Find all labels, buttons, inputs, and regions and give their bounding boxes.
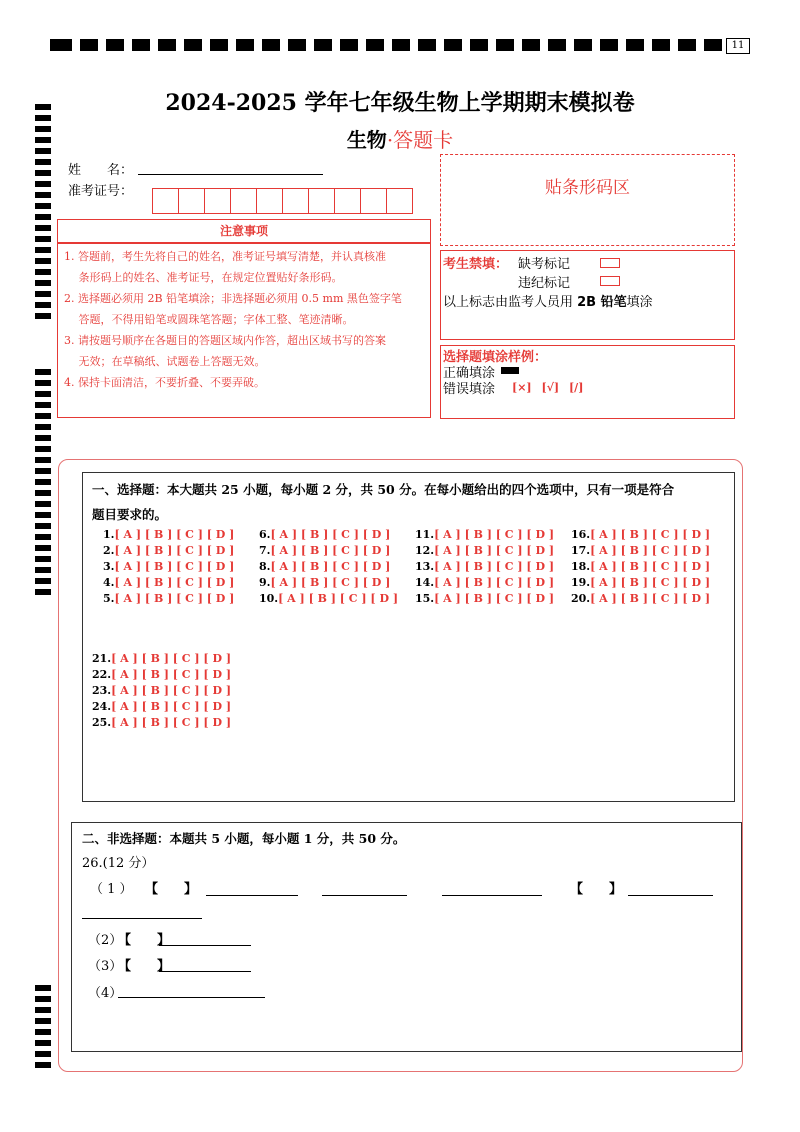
part-1-label: （ 1 ） [90,882,133,897]
answer-options[interactable]: [ A ] [ B ] [ C ] [ D ] [434,576,555,589]
violation-label: 违纪标记 [518,276,571,291]
question-number: 8. [259,560,271,573]
answer-options[interactable]: [ A ] [ B ] [ C ] [ D ] [114,528,235,541]
choice-question-14[interactable] [415,576,554,589]
violation-mark-box[interactable] [600,276,620,286]
answer-options[interactable]: [ A ] [ B ] [ C ] [ D ] [111,668,232,681]
answer-options[interactable]: [ A ] [ B ] [ C ] [ D ] [434,528,555,541]
barcode-area [440,154,735,246]
choice-section [82,472,735,802]
notice-list [64,246,429,393]
choice-question-23[interactable] [92,684,231,697]
part-4-blank[interactable] [118,996,265,998]
answer-options[interactable]: [ A ] [ B ] [ C ] [ D ] [114,544,235,557]
id-label: 准考证号： [68,184,134,199]
answer-options[interactable]: [ A ] [ B ] [ C ] [ D ] [270,528,391,541]
choice-question-18[interactable] [571,560,710,573]
question-number: 23. [92,684,112,697]
answer-options[interactable]: [ A ] [ B ] [ C ] [ D ] [111,684,232,697]
question-number: 16. [571,528,591,541]
part-1-blank-5[interactable] [82,917,202,919]
sample-title: 选择题填涂样例： [443,350,548,365]
notice-item: 4. 保持卡面清洁，不要折叠、不要弄破。 [64,376,265,389]
choice-question-2[interactable] [103,544,234,557]
answer-options[interactable]: [ A ] [ B ] [ C ] [ D ] [434,592,555,605]
choice-question-15[interactable] [415,592,554,605]
answer-options[interactable]: [ A ] [ B ] [ C ] [ D ] [114,560,235,573]
choice-question-17[interactable] [571,544,710,557]
part-4-label: （4） [88,986,123,1001]
timing-marks-left-2 [35,369,51,595]
answer-options[interactable]: [ A ] [ B ] [ C ] [ D ] [434,544,555,557]
id-boxes[interactable] [153,188,413,214]
answer-options[interactable]: [ A ] [ B ] [ C ] [ D ] [111,652,232,665]
notice-title: 注意事项 [219,224,268,238]
choice-question-25[interactable] [92,716,231,729]
question-number: 4. [103,576,115,589]
absent-mark-box[interactable] [600,258,620,268]
part-2-blank[interactable] [159,944,251,946]
choice-question-22[interactable] [92,668,231,681]
question-number: 5. [103,592,115,605]
question-number: 15. [415,592,435,605]
question-number: 24. [92,700,112,713]
notice-item: 3. 请按题号顺序在各题目的答题区域内作答，超出区域书写的答案 [64,334,386,347]
choice-question-12[interactable] [415,544,554,557]
question-number: 3. [103,560,115,573]
question-number: 19. [571,576,591,589]
notice-item: 无效；在草稿纸、试题卷上答题无效。 [64,355,266,368]
question-number: 13. [415,560,435,573]
answer-options[interactable]: [ A ] [ B ] [ C ] [ D ] [114,592,235,605]
answer-options[interactable]: [ A ] [ B ] [ C ] [ D ] [590,544,711,557]
question-number: 14. [415,576,435,589]
question-number: 6. [259,528,271,541]
answer-options[interactable]: [ A ] [ B ] [ C ] [ D ] [270,576,391,589]
choice-question-4[interactable] [103,576,234,589]
part-1-blank-1[interactable] [206,894,298,896]
choice-question-13[interactable] [415,560,554,573]
notice-item: 条形码上的姓名、准考证号，在规定位置贴好条形码。 [64,271,343,284]
answer-options[interactable]: [ A ] [ B ] [ C ] [ D ] [270,544,391,557]
choice-question-6[interactable] [259,528,390,541]
part-1-bracket-b[interactable]: 【 】 [570,882,623,897]
question-number: 21. [92,652,112,665]
answer-options[interactable]: [ A ] [ B ] [ C ] [ D ] [590,560,711,573]
question-number: 20. [571,592,591,605]
choice-question-10[interactable] [259,592,398,605]
sample-wrong-label: 错误填涂 [443,382,496,397]
part-3-blank[interactable] [159,970,251,972]
choice-question-24[interactable] [92,700,231,713]
sample-wrong-marks: [×] [√] [/] [512,381,584,394]
part-3-bracket[interactable]: 【 】 [118,959,171,974]
answer-options[interactable]: [ A ] [ B ] [ C ] [ D ] [590,576,711,589]
sample-correct-mark [501,367,519,374]
part-2-label: （2） [88,933,123,948]
question-number: 17. [571,544,591,557]
question-number: 7. [259,544,271,557]
choice-question-7[interactable] [259,544,390,557]
notice-item: 2. 选择题必须用 2B 铅笔填涂；非选择题必须用 0.5 mm 黑色签字笔 [64,292,402,305]
question-number: 10. [259,592,279,605]
part-1-blank-4[interactable] [628,894,713,896]
question-number: 11. [415,528,435,541]
page-subtitle: 生物·答题卡 [346,128,454,152]
choice-question-21[interactable] [92,652,231,665]
part-2-bracket[interactable]: 【 】 [118,933,171,948]
choice-question-1[interactable] [103,528,234,541]
choice-question-9[interactable] [259,576,390,589]
page-title: 2024-2025 学年七年级生物上学期期末模拟卷 [165,90,635,116]
answer-options[interactable]: [ A ] [ B ] [ C ] [ D ] [434,560,555,573]
barcode-label: 贴条形码区 [545,178,630,198]
part-1-bracket-a[interactable]: 【 】 [145,882,198,897]
absent-label: 缺考标记 [518,257,571,272]
choice-heading-1: 一、选择题：本大题共 25 小题，每小题 2 分，共 50 分。在每小题给出的四个选项中，只有一项是符合 [92,482,675,497]
choice-question-11[interactable] [415,528,554,541]
question-number: 25. [92,716,112,729]
question-number: 22. [92,668,112,681]
choice-heading-2: 题目要求的。 [92,507,168,522]
answer-options[interactable]: [ A ] [ B ] [ C ] [ D ] [590,592,711,605]
question-number: 9. [259,576,271,589]
forbid-note: 以上标志由监考人员用 2B 铅笔填涂 [443,295,653,310]
timing-marks-top [50,39,750,51]
notice-item: 1. 答题前，考生先将自己的姓名，准考证号填写清楚，并认真核准 [64,250,386,263]
answer-options[interactable]: [ A ] [ B ] [ C ] [ D ] [111,700,232,713]
name-field[interactable] [138,174,323,175]
part-3-label: （3） [88,959,123,974]
question-number: 1. [103,528,115,541]
answer-options[interactable]: [ A ] [ B ] [ C ] [ D ] [111,716,232,729]
answer-options[interactable]: [ A ] [ B ] [ C ] [ D ] [270,560,391,573]
question-26-label: 26.(12 分） [82,856,155,871]
question-number: 2. [103,544,115,557]
nonchoice-section [71,822,742,1052]
choice-question-5[interactable] [103,592,234,605]
sample-correct-label: 正确填涂 [443,366,496,381]
question-number: 12. [415,544,435,557]
choice-question-20[interactable] [571,592,710,605]
choice-question-19[interactable] [571,576,710,589]
page-number: 11 [726,38,750,54]
timing-marks-left-3 [35,985,51,1068]
answer-options[interactable]: [ A ] [ B ] [ C ] [ D ] [590,528,711,541]
forbid-label: 考生禁填： [443,257,509,272]
nonchoice-heading: 二、非选择题：本题共 5 小题，每小题 1 分，共 50 分。 [82,831,406,846]
answer-options[interactable]: [ A ] [ B ] [ C ] [ D ] [114,576,235,589]
part-1-blank-3[interactable] [442,894,542,896]
name-label: 姓 名： [68,163,134,178]
part-1-blank-2[interactable] [322,894,407,896]
answer-options[interactable]: [ A ] [ B ] [ C ] [ D ] [278,592,399,605]
choice-question-16[interactable] [571,528,710,541]
choice-question-8[interactable] [259,560,390,573]
choice-question-3[interactable] [103,560,234,573]
notice-item: 答题，不得用铅笔或圆珠笔答题；字体工整、笔迹清晰。 [64,313,354,326]
question-number: 18. [571,560,591,573]
